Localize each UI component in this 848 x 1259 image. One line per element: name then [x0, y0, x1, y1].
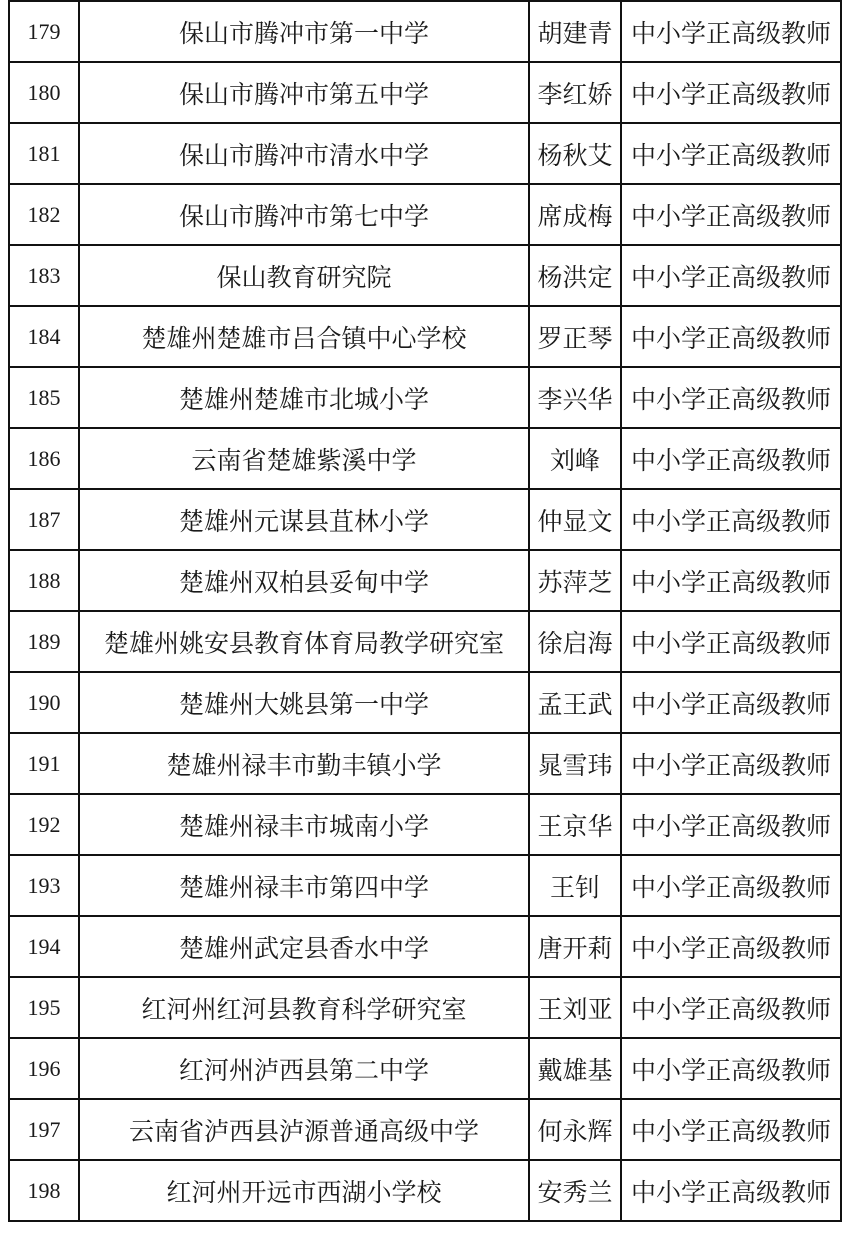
- school-cell: 楚雄州武定县香水中学: [79, 916, 529, 977]
- table-row: [9, 1160, 841, 1221]
- school-cell: 红河州红河县教育科学研究室: [79, 977, 529, 1038]
- title-cell: 中小学正高级教师: [621, 1038, 841, 1099]
- row-number-cell: 192: [9, 794, 79, 855]
- school-cell: 楚雄州禄丰市勤丰镇小学: [79, 733, 529, 794]
- row-number-cell: 179: [9, 1, 79, 62]
- school-cell: 云南省楚雄紫溪中学: [79, 428, 529, 489]
- title-cell: 中小学正高级教师: [621, 367, 841, 428]
- table-row: [9, 733, 841, 794]
- row-number-cell: 194: [9, 916, 79, 977]
- table-row: [9, 550, 841, 611]
- teacher-name-cell: 席成梅: [529, 184, 621, 245]
- table-row: [9, 855, 841, 916]
- table-row: [9, 62, 841, 123]
- title-cell: 中小学正高级教师: [621, 1160, 841, 1221]
- row-number-cell: 180: [9, 62, 79, 123]
- table-row: [9, 1, 841, 62]
- row-number-cell: 186: [9, 428, 79, 489]
- teacher-name-cell: 仲显文: [529, 489, 621, 550]
- table-row: [9, 916, 841, 977]
- row-number-cell: 189: [9, 611, 79, 672]
- table-row: [9, 123, 841, 184]
- row-number-cell: 190: [9, 672, 79, 733]
- teacher-name-cell: 胡建青: [529, 1, 621, 62]
- row-number-cell: 185: [9, 367, 79, 428]
- school-cell: 楚雄州大姚县第一中学: [79, 672, 529, 733]
- teacher-name-cell: 杨洪定: [529, 245, 621, 306]
- table-row: [9, 1038, 841, 1099]
- table-body: [9, 1, 841, 1221]
- row-number-cell: 188: [9, 550, 79, 611]
- title-cell: 中小学正高级教师: [621, 733, 841, 794]
- row-number-cell: 183: [9, 245, 79, 306]
- row-number-cell: 184: [9, 306, 79, 367]
- title-cell: 中小学正高级教师: [621, 1099, 841, 1160]
- teacher-name-cell: 王京华: [529, 794, 621, 855]
- school-cell: 保山市腾冲市第五中学: [79, 62, 529, 123]
- title-cell: 中小学正高级教师: [621, 794, 841, 855]
- teacher-name-cell: 苏萍芝: [529, 550, 621, 611]
- teacher-name-cell: 李红娇: [529, 62, 621, 123]
- teacher-name-cell: 刘峰: [529, 428, 621, 489]
- title-cell: 中小学正高级教师: [621, 62, 841, 123]
- teacher-name-cell: 杨秋艾: [529, 123, 621, 184]
- school-cell: 楚雄州元谋县苴林小学: [79, 489, 529, 550]
- row-number-cell: 196: [9, 1038, 79, 1099]
- table-row: [9, 184, 841, 245]
- teacher-name-cell: 安秀兰: [529, 1160, 621, 1221]
- teacher-list-table: [8, 0, 842, 1222]
- school-cell: 楚雄州楚雄市吕合镇中心学校: [79, 306, 529, 367]
- teacher-name-cell: 唐开莉: [529, 916, 621, 977]
- school-cell: 楚雄州禄丰市城南小学: [79, 794, 529, 855]
- title-cell: 中小学正高级教师: [621, 855, 841, 916]
- row-number-cell: 187: [9, 489, 79, 550]
- teacher-name-cell: 王钊: [529, 855, 621, 916]
- table-row: [9, 306, 841, 367]
- teacher-name-cell: 李兴华: [529, 367, 621, 428]
- title-cell: 中小学正高级教师: [621, 611, 841, 672]
- title-cell: 中小学正高级教师: [621, 245, 841, 306]
- school-cell: 楚雄州禄丰市第四中学: [79, 855, 529, 916]
- title-cell: 中小学正高级教师: [621, 489, 841, 550]
- table-row: [9, 672, 841, 733]
- title-cell: 中小学正高级教师: [621, 428, 841, 489]
- school-cell: 保山教育研究院: [79, 245, 529, 306]
- school-cell: 楚雄州双柏县妥甸中学: [79, 550, 529, 611]
- title-cell: 中小学正高级教师: [621, 123, 841, 184]
- table-row: [9, 611, 841, 672]
- title-cell: 中小学正高级教师: [621, 977, 841, 1038]
- row-number-cell: 195: [9, 977, 79, 1038]
- table-row: [9, 489, 841, 550]
- table-row: [9, 1099, 841, 1160]
- teacher-name-cell: 孟王武: [529, 672, 621, 733]
- table-row: [9, 367, 841, 428]
- teacher-name-cell: 戴雄基: [529, 1038, 621, 1099]
- school-cell: 楚雄州楚雄市北城小学: [79, 367, 529, 428]
- school-cell: 云南省泸西县泸源普通高级中学: [79, 1099, 529, 1160]
- teacher-name-cell: 徐启海: [529, 611, 621, 672]
- table-row: [9, 977, 841, 1038]
- school-cell: 楚雄州姚安县教育体育局教学研究室: [79, 611, 529, 672]
- row-number-cell: 181: [9, 123, 79, 184]
- title-cell: 中小学正高级教师: [621, 184, 841, 245]
- school-cell: 保山市腾冲市清水中学: [79, 123, 529, 184]
- title-cell: 中小学正高级教师: [621, 672, 841, 733]
- title-cell: 中小学正高级教师: [621, 550, 841, 611]
- title-cell: 中小学正高级教师: [621, 916, 841, 977]
- teacher-name-cell: 晁雪玮: [529, 733, 621, 794]
- row-number-cell: 197: [9, 1099, 79, 1160]
- teacher-name-cell: 何永辉: [529, 1099, 621, 1160]
- title-cell: 中小学正高级教师: [621, 1, 841, 62]
- table-row: [9, 794, 841, 855]
- row-number-cell: 191: [9, 733, 79, 794]
- school-cell: 红河州泸西县第二中学: [79, 1038, 529, 1099]
- table-row: [9, 245, 841, 306]
- title-cell: 中小学正高级教师: [621, 306, 841, 367]
- table-row: [9, 428, 841, 489]
- row-number-cell: 182: [9, 184, 79, 245]
- teacher-name-cell: 罗正琴: [529, 306, 621, 367]
- row-number-cell: 198: [9, 1160, 79, 1221]
- school-cell: 保山市腾冲市第一中学: [79, 1, 529, 62]
- row-number-cell: 193: [9, 855, 79, 916]
- school-cell: 保山市腾冲市第七中学: [79, 184, 529, 245]
- school-cell: 红河州开远市西湖小学校: [79, 1160, 529, 1221]
- teacher-name-cell: 王刘亚: [529, 977, 621, 1038]
